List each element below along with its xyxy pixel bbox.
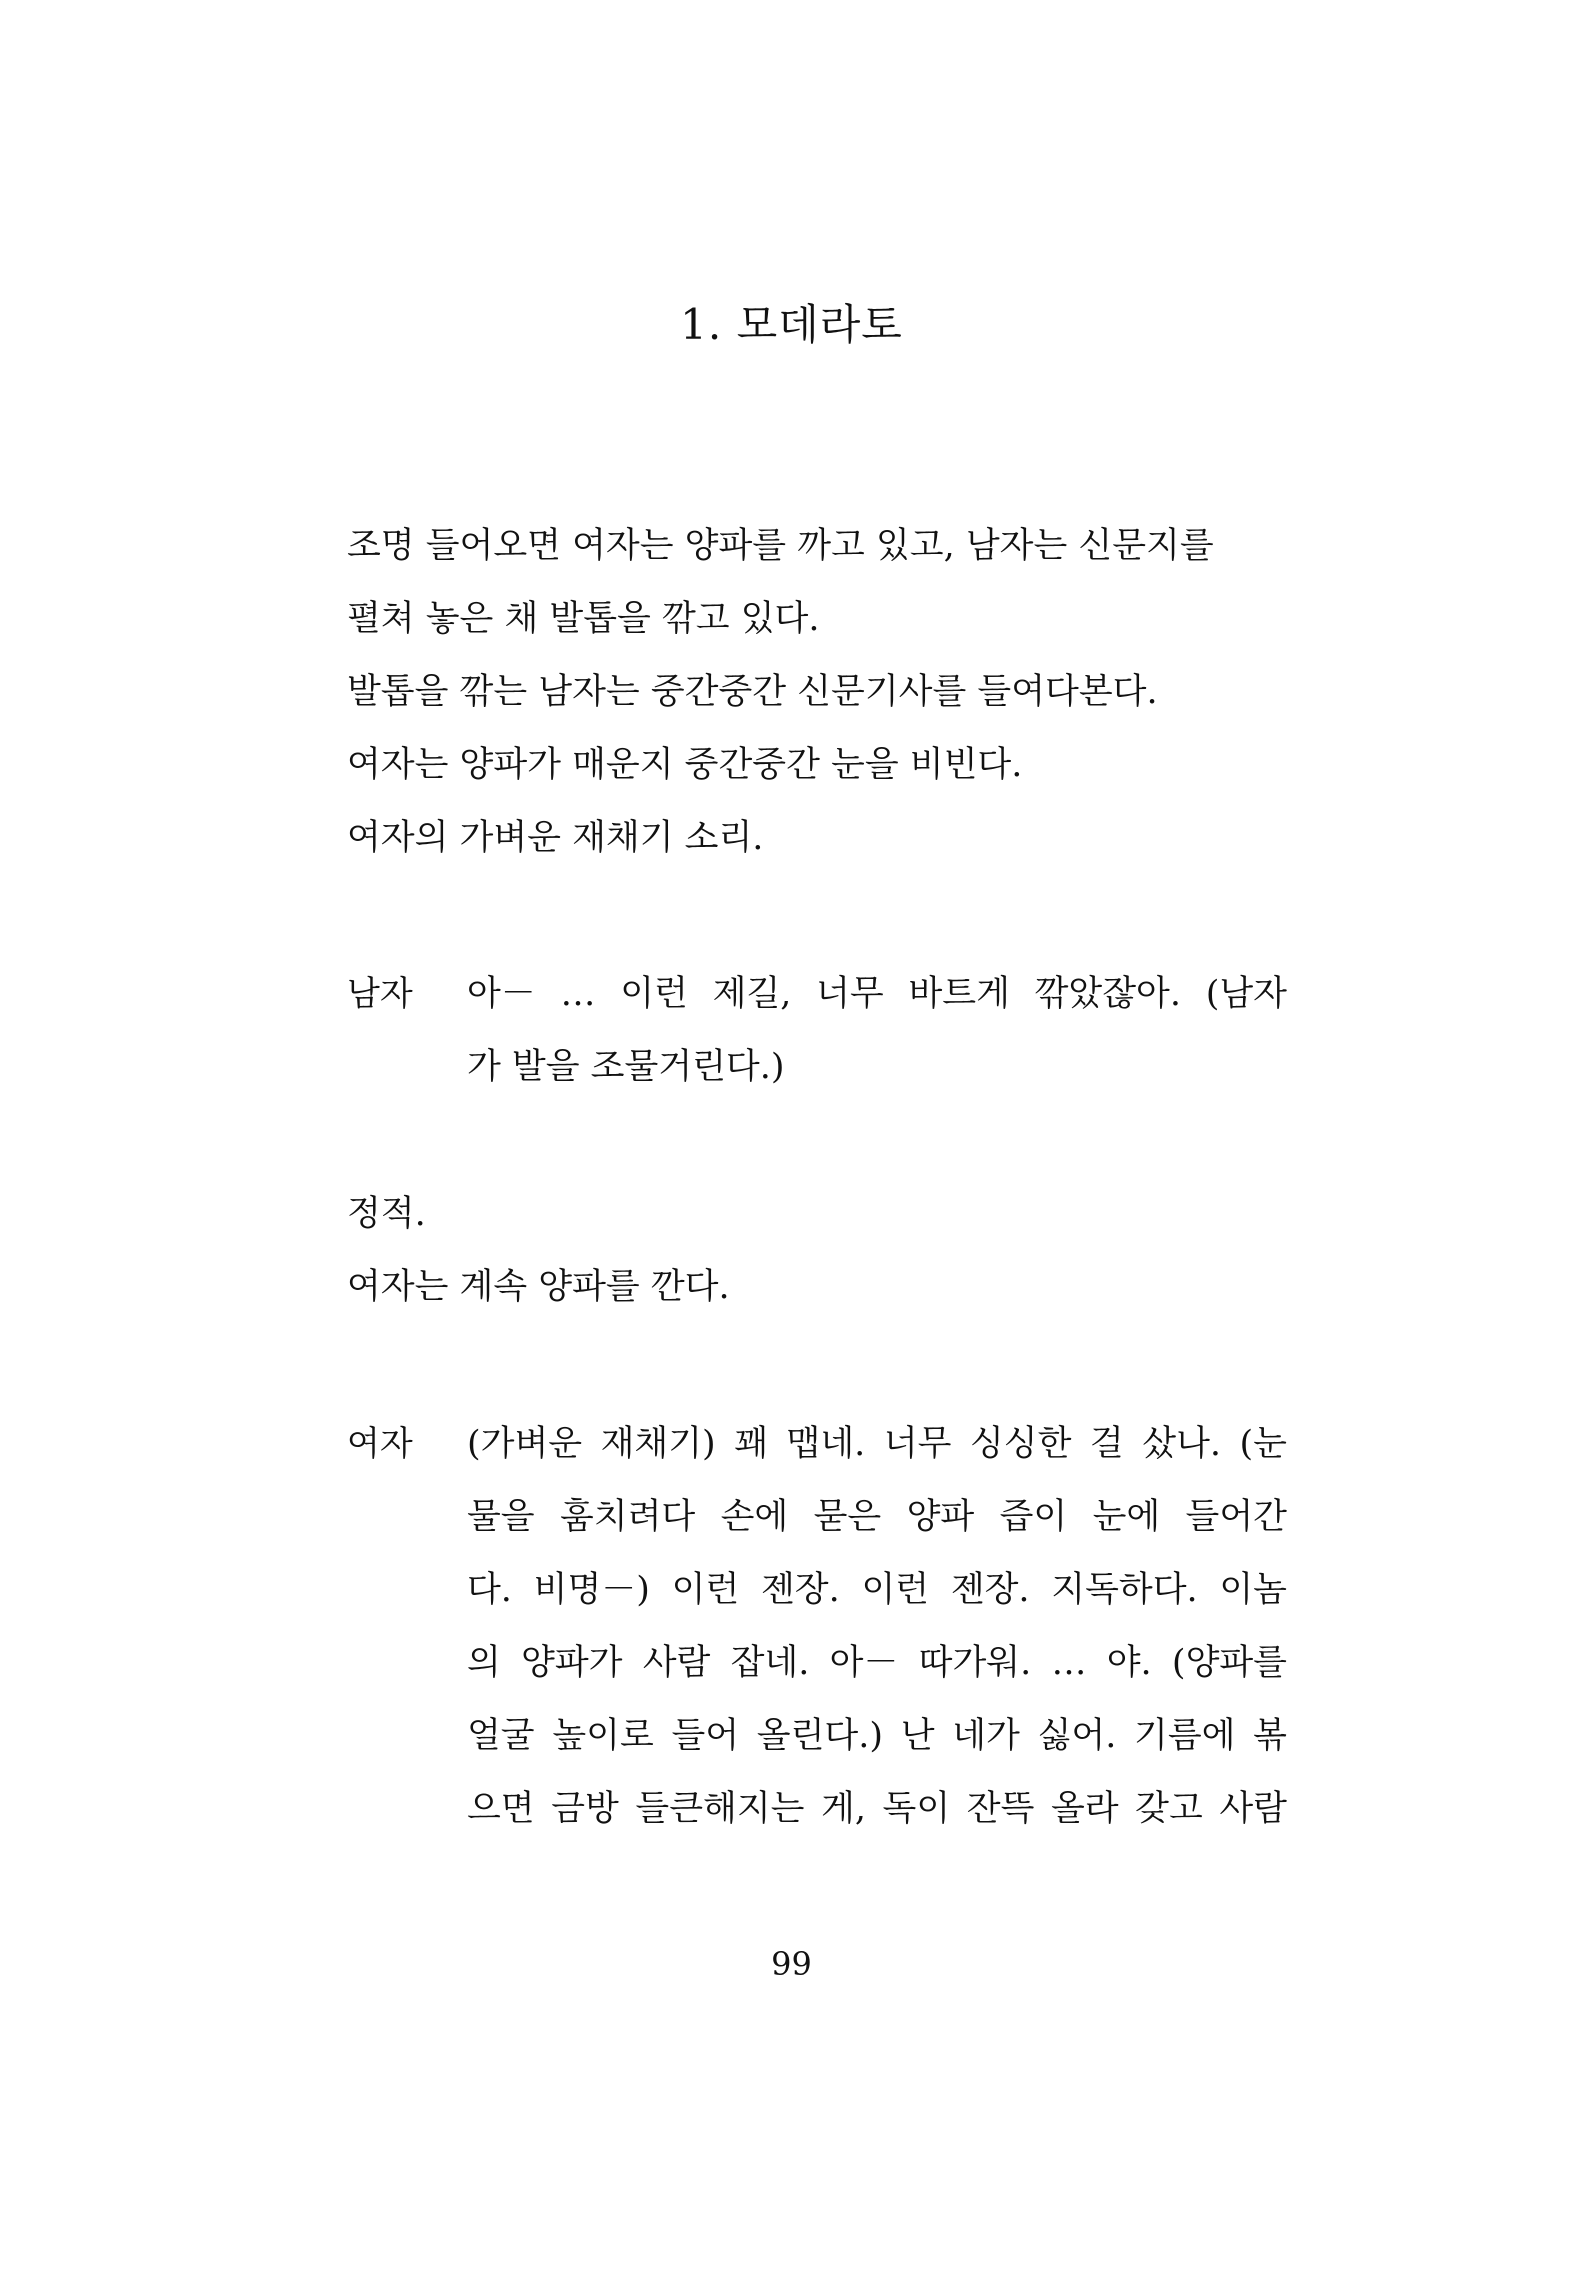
- dialogue-man: [347, 958, 1287, 1104]
- speech-line: 얼굴 높이로 들어 올린다.) 난 네가 싫어. 기름에 볶: [467, 1716, 1287, 1756]
- speech-line: 의 양파가 사람 잡네. 아－ 따가워. … 야. (양파를: [467, 1643, 1287, 1683]
- dialogue-woman: [347, 1408, 1287, 1848]
- scene-title: 1. 모데라토: [680, 300, 903, 349]
- stage-direction-line: 정적.: [347, 1194, 426, 1234]
- speech-line: 으면 금방 들큰해지는 게, 독이 잔뜩 올라 갖고 사람: [467, 1789, 1287, 1829]
- speech-text: [467, 958, 1287, 1104]
- stage-direction-opening: [347, 510, 1287, 875]
- page-number: 99: [771, 1945, 812, 1983]
- stage-direction-line: 여자는 계속 양파를 깐다.: [347, 1267, 730, 1307]
- stage-direction-line: 조명 들어오면 여자는 양파를 까고 있고, 남자는 신문지를: [347, 526, 1214, 566]
- speech-line: 물을 훔치려다 손에 묻은 양파 즙이 눈에 들어간: [467, 1497, 1287, 1537]
- stage-direction-line: 발톱을 깎는 남자는 중간중간 신문기사를 들여다본다.: [347, 672, 1158, 712]
- stage-direction-line: 여자의 가벼운 재채기 소리.: [347, 818, 764, 858]
- speech-text: [467, 1408, 1287, 1846]
- stage-direction-silence: [347, 1178, 1287, 1324]
- speech-line: 아－ … 이런 제길, 너무 바트게 깎았잖아. (남자: [467, 974, 1287, 1014]
- speech-line: (가벼운 재채기) 꽤 맵네. 너무 싱싱한 걸 샀나. (눈: [467, 1424, 1287, 1464]
- stage-direction-line: 펼쳐 놓은 채 발톱을 깎고 있다.: [347, 599, 820, 639]
- stage-direction-line: 여자는 양파가 매운지 중간중간 눈을 비빈다.: [347, 745, 1023, 785]
- speaker-label: 여자: [347, 1424, 413, 1464]
- speech-line: 다. 비명－) 이런 젠장. 이런 젠장. 지독하다. 이놈: [467, 1570, 1287, 1610]
- speaker-label: 남자: [347, 974, 413, 1014]
- speech-line: 가 발을 조물거린다.): [467, 1047, 785, 1087]
